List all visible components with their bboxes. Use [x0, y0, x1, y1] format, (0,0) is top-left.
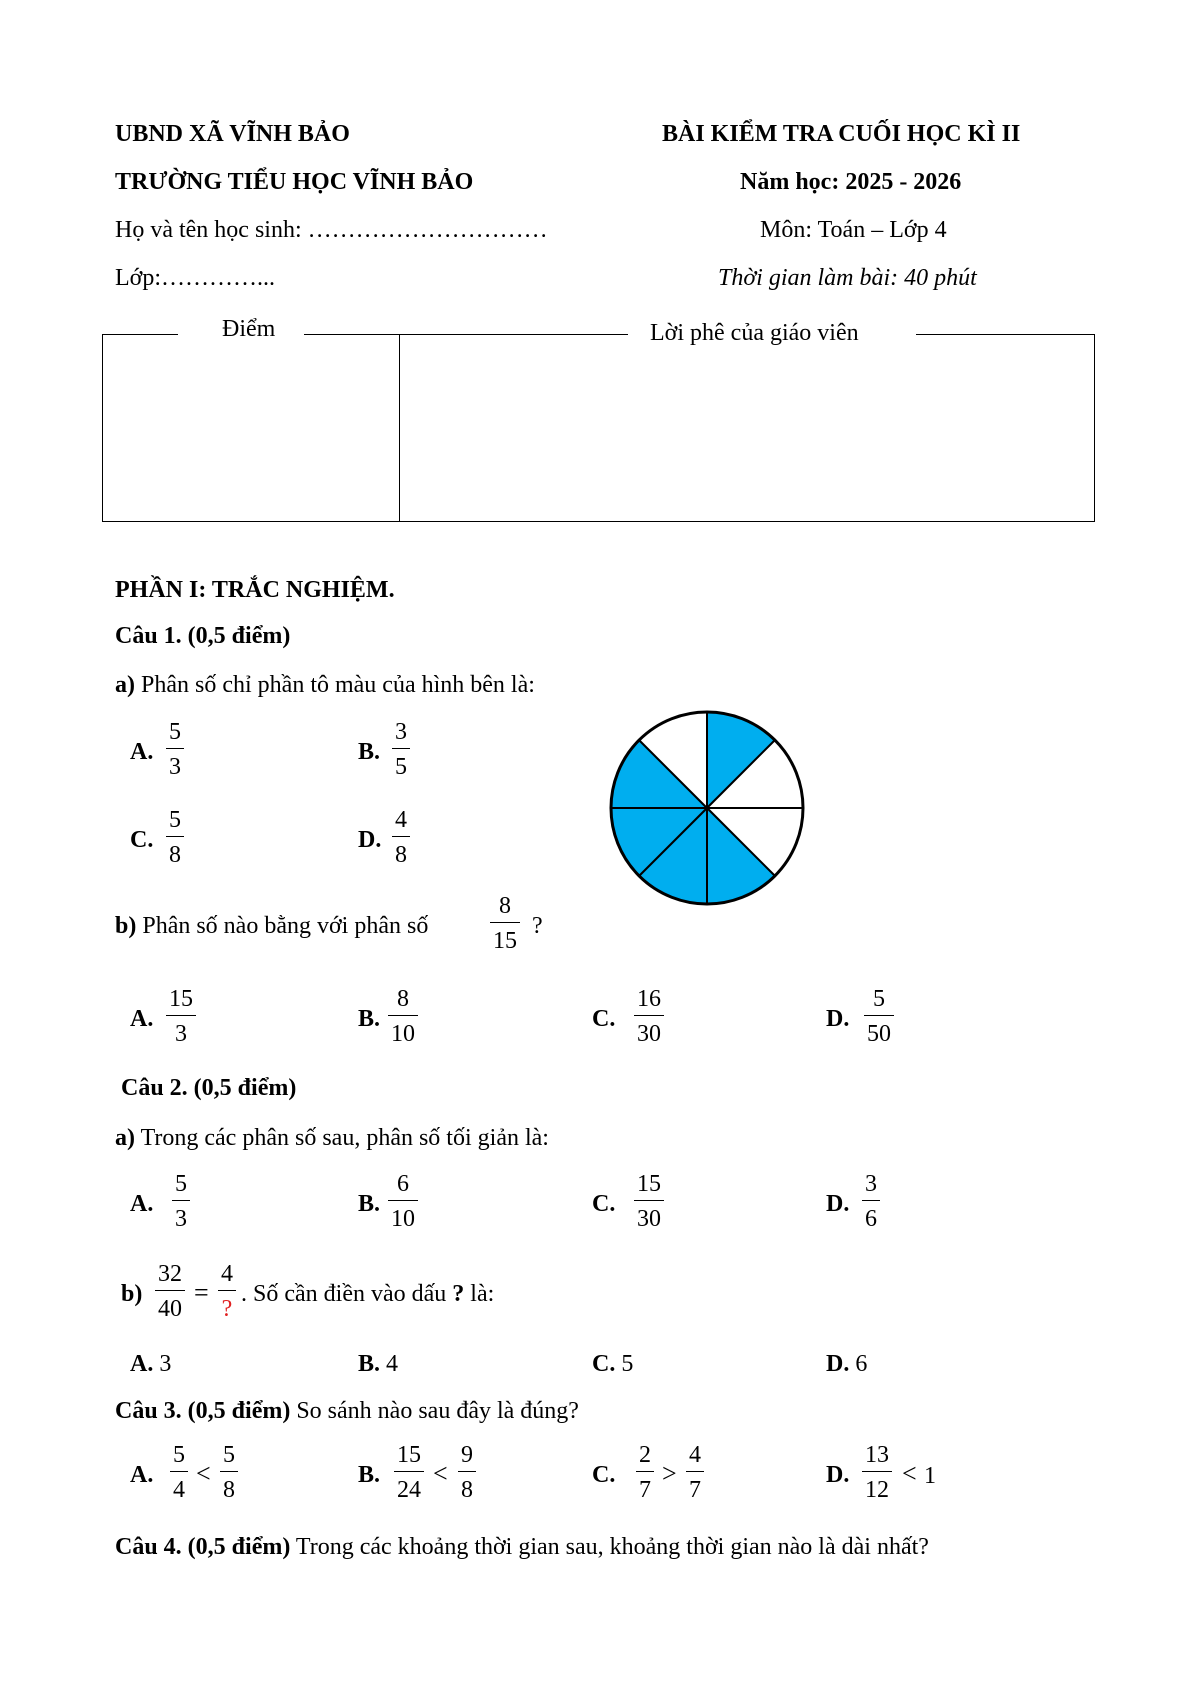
q1a-option-b-fraction[interactable]: 3 5	[392, 720, 410, 779]
q1b-option-a-letter[interactable]: A.	[130, 1006, 154, 1032]
comment-box[interactable]	[398, 334, 1095, 522]
q1b-option-a-fraction[interactable]: 15 3	[166, 987, 196, 1046]
q1a-option-a-fraction[interactable]: 5 3	[166, 720, 184, 779]
q1a-option-d-fraction[interactable]: 4 8	[392, 808, 410, 867]
q3-option-d-letter[interactable]: D.	[826, 1462, 850, 1488]
q3-option-b-operator: <	[433, 1459, 448, 1488]
q2b-prompt: . Số cần điền vào dấu ? là:	[241, 1281, 495, 1307]
q3-prompt: Câu 3. (0,5 điểm) So sánh nào sau đây là đúng?	[115, 1398, 579, 1424]
q2b-label: b)	[121, 1281, 143, 1307]
q1b-option-b-fraction[interactable]: 8 10	[388, 987, 418, 1046]
q1a-option-a-letter[interactable]: A.	[130, 739, 154, 765]
q3-option-a-letter[interactable]: A.	[130, 1462, 154, 1488]
school-year: Năm học: 2025 - 2026	[740, 169, 962, 195]
q3-option-d-right-value[interactable]: 1	[924, 1463, 936, 1489]
q1a-option-b-letter[interactable]: B.	[358, 739, 381, 765]
q1a-option-d-letter[interactable]: D.	[358, 827, 382, 853]
q1b-prompt: b) Phân số nào bằng với phân số	[115, 913, 429, 939]
q2b-option-b[interactable]: B. 4	[358, 1351, 399, 1377]
q3-option-c-letter[interactable]: C.	[592, 1462, 616, 1488]
comment-label: Lời phê của giáo viên	[650, 320, 859, 346]
q1b-option-b-letter[interactable]: B.	[358, 1006, 381, 1032]
q1a-option-c-fraction[interactable]: 5 8	[166, 808, 184, 867]
q3-option-c-right-fraction[interactable]: 4 7	[686, 1443, 704, 1502]
q1b-option-d-fraction[interactable]: 5 50	[864, 987, 894, 1046]
q1a-prompt: a) Phân số chỉ phần tô màu của hình bên là:	[115, 672, 535, 698]
q2b-equals-sign: =	[194, 1278, 209, 1307]
q2a-option-c-fraction[interactable]: 15 30	[634, 1172, 664, 1231]
q3-option-a-left-fraction[interactable]: 5 4	[170, 1443, 188, 1502]
subject: Môn: Toán – Lớp 4	[760, 217, 947, 243]
q3-option-c-operator: >	[662, 1459, 677, 1488]
q2a-prompt: a) Trong các phân số sau, phân số tối giản là:	[115, 1125, 549, 1151]
q1-title: Câu 1. (0,5 điểm)	[115, 623, 291, 649]
q1b-question-mark: ?	[532, 913, 543, 939]
q2b-option-a[interactable]: A. 3	[130, 1351, 172, 1377]
q4-prompt: Câu 4. (0,5 điểm) Trong các khoảng thời gian sau, khoảng thời gian nào là dài nhất?	[115, 1534, 929, 1560]
q3-option-c-left-fraction[interactable]: 2 7	[636, 1443, 654, 1502]
q3-option-b-left-fraction[interactable]: 15 24	[394, 1443, 424, 1502]
q2a-option-d-letter[interactable]: D.	[826, 1191, 850, 1217]
q2-title: Câu 2. (0,5 điểm)	[121, 1075, 297, 1101]
q2b-option-c[interactable]: C. 5	[592, 1351, 634, 1377]
q2a-option-b-fraction[interactable]: 6 10	[388, 1172, 418, 1231]
shaded-circle-figure	[607, 708, 807, 908]
q2b-option-d[interactable]: D. 6	[826, 1351, 868, 1377]
q1b-option-c-letter[interactable]: C.	[592, 1006, 616, 1032]
q2a-option-a-letter[interactable]: A.	[130, 1191, 154, 1217]
exam-title: BÀI KIỂM TRA CUỐI HỌC KÌ II	[662, 121, 1021, 147]
q1b-option-c-fraction[interactable]: 16 30	[634, 987, 664, 1046]
q3-option-d-left-fraction[interactable]: 13 12	[862, 1443, 892, 1502]
q3-option-a-right-fraction[interactable]: 5 8	[220, 1443, 238, 1502]
score-label: Điểm	[222, 316, 276, 342]
q3-option-b-letter[interactable]: B.	[358, 1462, 381, 1488]
q3-option-a-operator: <	[196, 1459, 211, 1488]
q2a-option-d-fraction[interactable]: 3 6	[862, 1172, 880, 1231]
time-limit: Thời gian làm bài: 40 phút	[718, 265, 977, 291]
school-name: TRƯỜNG TIỂU HỌC VĨNH BẢO	[115, 169, 474, 195]
q2b-fraction-left: 32 40	[155, 1262, 185, 1321]
q2a-option-b-letter[interactable]: B.	[358, 1191, 381, 1217]
q2a-option-a-fraction[interactable]: 5 3	[172, 1172, 190, 1231]
q1b-given-fraction: 8 15	[490, 894, 520, 953]
q2a-option-c-letter[interactable]: C.	[592, 1191, 616, 1217]
district-name: UBND XÃ VĨNH BẢO	[115, 121, 350, 147]
section-title: PHẦN I: TRẮC NGHIỆM.	[115, 577, 395, 603]
q2b-fraction-right: 4 ?	[218, 1262, 236, 1321]
q1a-option-c-letter[interactable]: C.	[130, 827, 154, 853]
student-name-field[interactable]: Họ và tên học sinh: …………………………	[115, 217, 548, 243]
score-box[interactable]	[102, 334, 400, 522]
q3-option-d-operator: <	[902, 1459, 917, 1488]
q1b-option-d-letter[interactable]: D.	[826, 1006, 850, 1032]
class-field[interactable]: Lớp:…………...	[115, 265, 276, 291]
q3-option-b-right-fraction[interactable]: 9 8	[458, 1443, 476, 1502]
